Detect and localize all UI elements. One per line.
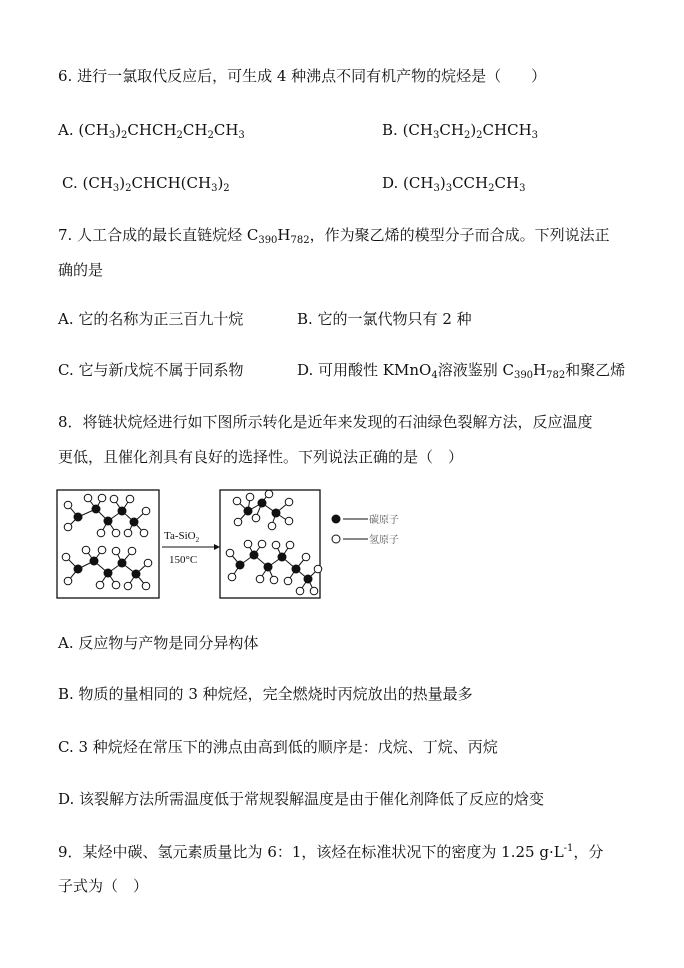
q6-option-a-formula: $(CH_3)_2CHCH_2CH_2CH_3$ [78, 121, 245, 141]
hydrogen-atom [124, 582, 132, 590]
q6-option-d: D. $(CH_3)_3CCH_2CH_3$ [382, 174, 526, 194]
carbon-atom [250, 551, 259, 560]
q6-option-d-formula: $(CH_3)_3CCH_2CH_3$ [403, 174, 526, 194]
hydrogen-atom [226, 549, 234, 557]
carbon-atom [92, 505, 101, 514]
hydrogen-atom [234, 518, 242, 526]
q7-stem-line2: 确的是 [58, 261, 104, 279]
hydrogen-atom [140, 529, 148, 537]
hydrogen-atom [98, 494, 106, 502]
hydrogen-atom [285, 517, 293, 525]
legend-carbon-label: 碳原子 [369, 515, 399, 526]
cracking-diagram-svg [56, 489, 456, 601]
carbon-atom [74, 565, 83, 574]
hydrogen-atom [302, 553, 310, 561]
q6-option-c: C. $(CH_3)_2CHCH(CH_3)_2$ [62, 174, 230, 194]
hydrogen-atom [84, 494, 92, 502]
q7-option-a: A. 它的名称为正三百九十烷 [58, 310, 244, 328]
hydrogen-atom [62, 553, 70, 561]
hydrogen-atom [98, 546, 106, 554]
hydrogen-atom [110, 495, 118, 503]
hydrogen-atom [64, 523, 72, 531]
hydrogen-atom [272, 541, 280, 549]
hydrogen-atom [310, 587, 318, 595]
hydrogen-atom [233, 497, 241, 505]
legend-hydrogen-label: 氢原子 [369, 535, 399, 546]
carbon-atom [132, 570, 141, 579]
hydrogen-atom [124, 529, 132, 537]
hydrogen-atom [112, 547, 120, 555]
hydrogen-atom [228, 573, 236, 581]
temperature-label: 150°C [169, 554, 198, 566]
hydrogen-atom [265, 490, 273, 498]
hydrogen-atom [97, 529, 105, 537]
hydrogen-atom [128, 547, 136, 555]
legend-hydrogen-swatch [332, 535, 340, 543]
hydrogen-atom [82, 546, 90, 554]
hydrogen-atom [112, 529, 120, 537]
hydrogen-atom [284, 577, 292, 585]
q8-option-a: A. 反应物与产物是同分异构体 [58, 634, 259, 652]
q9-stem-line2: 子式为（ ） [58, 877, 149, 895]
carbon-atom [104, 517, 113, 526]
hydrogen-atom [126, 495, 134, 503]
hydrogen-atom [142, 582, 150, 590]
carbon-atom [244, 507, 253, 516]
hydrogen-atom [244, 540, 252, 548]
q7-option-d: D. 可用酸性 KMnO$_4$溶液鉴别 $C_{390}H_{782}$和聚乙烯 [297, 361, 626, 381]
q6-option-c-formula: $(CH_3)_2CHCH(CH_3)_2$ [82, 174, 230, 194]
carbon-atom [74, 513, 83, 522]
carbon-atom [304, 575, 313, 584]
catalyst-label: Ta-SiO$_2$ [164, 530, 200, 544]
hydrogen-atom [258, 540, 266, 548]
q8-option-d: D. 该裂解方法所需温度低于常规裂解温度是由于催化剂降低了反应的焓变 [58, 790, 545, 808]
carbon-atom [236, 561, 245, 570]
q8-option-b: B. 物质的量相同的 3 种烷烃，完全燃烧时丙烷放出的热量最多 [58, 685, 473, 703]
q8-option-c: C. 3 种烷烃在常压下的沸点由高到低的顺序是：戊烷、丁烷、丙烷 [58, 738, 498, 756]
q6-option-b-formula: $(CH_3CH_2)_2CHCH_3$ [402, 121, 539, 141]
hydrogen-atom [64, 577, 72, 585]
q6-option-a: A. $(CH_3)_2CHCH_2CH_2CH_3$ [58, 121, 245, 141]
hydrogen-atom [314, 565, 322, 573]
hydrogen-atom [286, 541, 294, 549]
hydrogen-atom [256, 575, 264, 583]
carbon-atom [264, 563, 273, 572]
q7-option-c: C. 它与新戊烷不属于同系物 [58, 361, 244, 379]
q8-stem: 8．将链状烷烃进行如下图所示转化是近年来发现的石油绿色裂解方法，反应温度 [58, 413, 593, 431]
q7-stem: 7. 人工合成的最长直链烷烃 $C_{390}H_{782}$，作为聚乙烯的模型分子而合成。下列说法正 [58, 226, 610, 246]
q9-stem: 9．某烃中碳、氢元素质量比为 6：1，该烃在标准状况下的密度为 1.25 $g\cdot L^{-1}$，分 [58, 843, 604, 861]
q6-option-b: B. $(CH_3CH_2)_2CHCH_3$ [382, 121, 539, 141]
hydrogen-atom [112, 581, 120, 589]
reactant-box [57, 490, 159, 598]
reaction-arrow [162, 544, 220, 550]
hydrogen-atom [285, 498, 293, 506]
q8-stem-line2: 更低，且催化剂具有良好的选择性。下列说法正确的是（ ） [58, 448, 464, 466]
carbon-atom [90, 557, 99, 566]
hydrogen-atom [252, 514, 260, 522]
q7-option-b: B. 它的一氯代物只有 2 种 [297, 310, 472, 328]
hydrogen-atom [268, 522, 276, 530]
carbon-atom [258, 499, 267, 508]
legend [332, 513, 400, 546]
carbon-atom [292, 565, 301, 574]
legend-carbon-swatch [332, 515, 341, 524]
hydrogen-atom [144, 559, 152, 567]
q6-stem: 6. 进行一氯取代反应后，可生成 4 种沸点不同有机产物的烷烃是（ ） [58, 67, 547, 85]
carbon-atom [130, 518, 139, 527]
carbon-atom [272, 509, 281, 518]
cracking-diagram [56, 489, 456, 605]
carbon-atom [118, 559, 127, 568]
hydrogen-atom [142, 507, 150, 515]
hydrogen-atom [96, 581, 104, 589]
carbon-atom [104, 569, 113, 578]
hydrogen-atom [270, 576, 278, 584]
hydrogen-atom [296, 587, 304, 595]
carbon-atom [118, 507, 127, 516]
hydrogen-atom [64, 501, 72, 509]
carbon-atom [278, 553, 287, 562]
hydrogen-atom [246, 493, 254, 501]
